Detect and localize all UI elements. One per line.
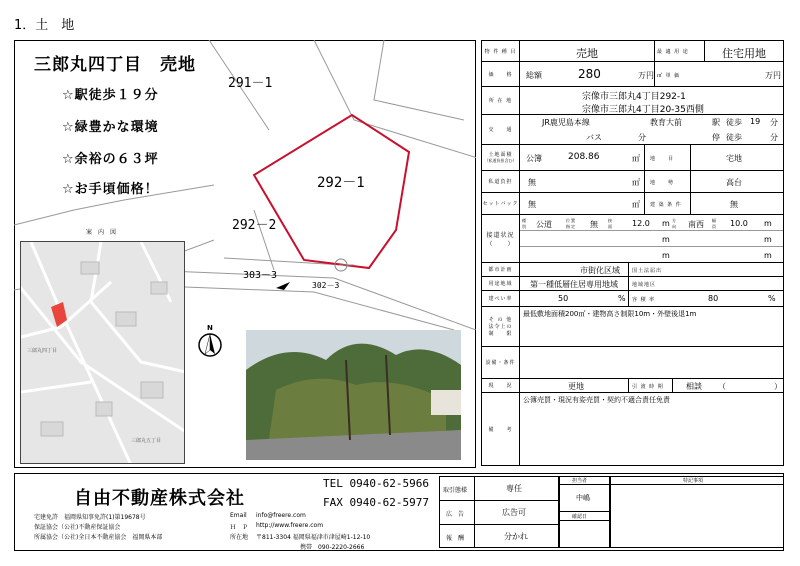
use-label: 最 適 用 途 [657, 49, 689, 55]
chimoku-value: 宅地 [726, 154, 742, 163]
unit-price-label: ㎡ 単 価 [657, 73, 681, 79]
row-private-road [482, 171, 783, 193]
mobile-number: 携帯 090-2220-2666 [300, 544, 365, 551]
deal-value: 専任 [506, 484, 522, 493]
road-kind-label: 種別 [522, 218, 527, 229]
width-label: 幅員 [712, 218, 717, 229]
use-value: 住宅用地 [722, 47, 766, 60]
north-label: N [207, 324, 213, 332]
chimoku-label: 地 目 [650, 156, 675, 162]
city-plan-label: 都市計画 [482, 263, 520, 276]
area-label: 土地面積 [488, 152, 513, 158]
bus-min-unit: 分 [638, 133, 646, 142]
handover-label: 引 渡 時 期 [632, 384, 664, 390]
confirm-label: 確認日 [572, 514, 588, 520]
page-heading: 1．土 地 [14, 18, 75, 33]
area-type: 公簿 [526, 154, 542, 163]
row-other [482, 307, 783, 347]
private-road-sqm: ㎡ [632, 178, 640, 187]
location-map [20, 241, 185, 464]
zoning-value: 第一種低層住居専用地域 [530, 280, 618, 289]
other-value: 最低敷地面積200㎡・建物高さ制限10m・外壁後退1m [523, 310, 697, 318]
lot-label-292-1: 292－1 [317, 175, 365, 191]
road-label: 接道状況 （ ） [482, 215, 520, 262]
building-cond-value: 無 [730, 200, 738, 209]
fee-value: 分かれ [504, 532, 528, 541]
bcr-value: 50 [558, 294, 569, 303]
stop-walk-word: 徒歩 [726, 133, 742, 142]
setback-value: 無 [528, 200, 536, 209]
type-label: 物 件 種 目 [482, 41, 520, 61]
bus-word: バス [586, 133, 602, 142]
staff-table [559, 476, 610, 548]
other-label: そ の 他 法令上の 制 限 [482, 307, 520, 346]
area-value: 208.86 [568, 152, 600, 162]
feature-size: ☆余裕の６３坪 [62, 152, 159, 167]
private-road-value: 無 [528, 178, 536, 187]
lot-label-302-3: 302－3 [312, 281, 340, 290]
row-traffic [482, 115, 783, 145]
private-road-label: 私道負担 [482, 171, 520, 192]
setback-label: セットバック [482, 193, 520, 214]
street-label-5: 三郎丸五丁目 [131, 438, 162, 444]
frontage-label: 接面 [608, 218, 613, 229]
deal-label: 取引態様 [443, 487, 468, 494]
frontage-unit-3: m [662, 251, 670, 260]
fee-label: 報 酬 [446, 535, 465, 542]
feature-greenery: ☆緑豊かな環境 [62, 120, 159, 135]
hp-link[interactable]: http://www.freere.com [256, 522, 324, 529]
row-type [482, 41, 783, 62]
street-label-4: 三郎丸四丁目 [27, 348, 58, 354]
row-current [482, 379, 783, 393]
direction-value: 南西 [688, 220, 704, 229]
assoc-text-2: 所属協会（公社)全日本不動産協会 福岡県本部 [34, 534, 163, 541]
terrain-value: 高台 [726, 178, 742, 187]
email-label: Email [230, 512, 247, 519]
company-address: 〒811-3304 福岡県福津市津屋崎1-12-10 [256, 534, 371, 541]
assoc-text-1: 保証協会（公社)不動産保証協会 [34, 524, 121, 531]
address-label: 所在地 [230, 534, 249, 541]
designation-label: 位置指定 [566, 218, 576, 229]
setback-sqm: ㎡ [632, 200, 640, 209]
site-photo [246, 330, 461, 460]
row-area [482, 145, 783, 171]
price-label: 価 格 [482, 62, 520, 86]
unit-price-unit: 万円 [765, 71, 781, 80]
station-word: 駅 [712, 118, 720, 127]
terrain-label: 地 勢 [650, 180, 675, 186]
feature-station: ☆駅徒歩１９分 [62, 88, 159, 103]
row-zoning [482, 277, 783, 291]
notes-label: 特記事項 [683, 478, 704, 484]
remarks-label: 備 考 [482, 393, 520, 465]
price-prefix: 総額 [526, 71, 542, 80]
building-cond-label: 建 築 条 件 [650, 202, 682, 208]
ad-title: 三郎丸四丁目 売地 [34, 55, 196, 75]
staff-label: 担当者 [572, 478, 588, 484]
tel-number: TEL 0940-62-5966 [323, 477, 429, 490]
property-table [481, 40, 784, 466]
lot-label-303-3: 303－3 [243, 270, 278, 281]
row-address [482, 87, 783, 115]
stop-min-unit: 分 [770, 133, 778, 142]
location-map-title: 案 内 図 [86, 229, 117, 236]
price-unit: 万円 [638, 71, 654, 80]
road-kind: 公道 [536, 220, 552, 229]
stop-word: 停 [712, 133, 720, 142]
row-ratios [482, 291, 783, 307]
address-line-2: 宗像市三郎丸4丁目20-35西側 [582, 105, 704, 115]
bcr-unit: % [618, 294, 626, 303]
email-link[interactable]: info@freere.com [256, 512, 306, 519]
address-line-1: 宗像市三郎丸4丁目292-1 [582, 92, 686, 102]
row-setback [482, 193, 783, 215]
walk-min-unit: 分 [770, 118, 778, 127]
far-value: 80 [708, 294, 719, 303]
notes-table [610, 476, 784, 548]
frontage-unit-2: m [662, 235, 670, 244]
traffic-label: 交 通 [482, 115, 520, 144]
staff-value: 中嶋 [576, 494, 590, 502]
current-label: 現 況 [482, 379, 520, 392]
row-city-plan [482, 263, 783, 277]
address-label: 所 在 地 [482, 87, 520, 114]
lot-label-291-1: 291－1 [228, 76, 273, 91]
ad-value: 広告可 [502, 508, 526, 517]
width-unit-2: m [764, 235, 772, 244]
hp-label: Ｈ Ｐ [230, 524, 249, 531]
company-name: 自由不動産株式会社 [74, 488, 245, 509]
frontage-value: 12.0 [632, 219, 650, 228]
lot-label-292-2: 292－2 [232, 218, 277, 233]
frontage-unit: m [662, 219, 670, 228]
ad-label: 広 告 [446, 511, 465, 518]
price-value: 280 [578, 67, 601, 81]
far-label: 容 積 率 [632, 297, 656, 303]
direction-label: 方向 [672, 218, 677, 229]
license-text: 宅建免許 福岡県知事免許(1)第19678号 [34, 514, 146, 521]
walk-minutes: 19 [750, 117, 761, 126]
row-price [482, 62, 783, 87]
handover-value: 相談 [686, 382, 702, 391]
width-unit-3: m [764, 251, 772, 260]
walk-word: 徒歩 [726, 118, 742, 127]
width-value: 10.0 [730, 219, 748, 228]
row-road [482, 215, 783, 263]
bcr-label: 建ぺい率 [482, 291, 520, 306]
area-label-sub: （私道負担含む） [484, 158, 517, 163]
designation-value: 無 [590, 220, 598, 229]
district-label: 地域地区 [632, 282, 657, 288]
remarks-value: 公簿売買・現況有姿売買・契約不適合責任免責 [523, 396, 670, 404]
facility-label: 設備・条件 [482, 347, 520, 378]
area-sqm-unit: ㎡ [632, 154, 640, 163]
fax-number: FAX 0940-62-5977 [323, 496, 429, 509]
row-facility [482, 347, 783, 379]
city-plan-value: 市街化区域 [580, 266, 620, 275]
current-value: 更地 [568, 382, 584, 391]
handover-paren: （ ） [718, 382, 782, 391]
width-unit: m [764, 219, 772, 228]
deal-table [439, 476, 559, 548]
far-unit: % [768, 294, 776, 303]
land-law-label: 国土法届出 [632, 268, 663, 274]
row-remarks [482, 393, 783, 465]
zoning-label: 用途地域 [482, 277, 520, 290]
type-value: 売地 [576, 47, 598, 60]
line-name: JR鹿児島本線 [542, 118, 590, 127]
station-name: 教育大前 [650, 118, 682, 127]
north-arrow-icon [197, 332, 223, 358]
feature-price: ☆お手頃価格！ [62, 182, 159, 197]
